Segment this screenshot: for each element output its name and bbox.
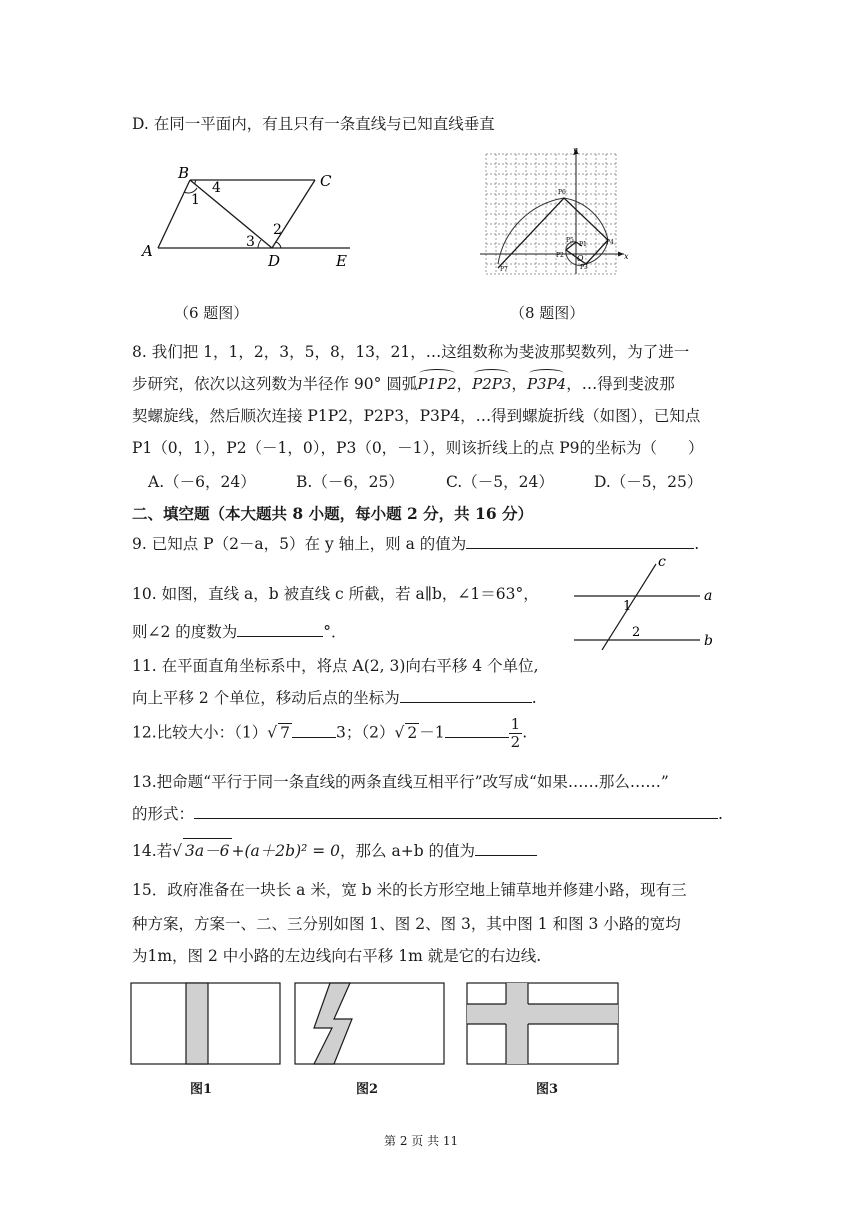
q8-option-b: B.（－6，25） [296, 473, 404, 491]
q13-line-1: 13.把命题“平行于同一条直线的两条直线互相平行”改写成“如果……那么……” [132, 773, 669, 791]
q13-end: . [718, 805, 723, 823]
q10-line-2 [132, 620, 347, 642]
q14-text: 14.若 [132, 842, 173, 860]
q15-figure-1 [130, 982, 282, 1066]
q8-line-2: 步研究，依次以这列数为半径作 90° 圆弧P1P2，P2P3，P3P4，…得到斐波那 [132, 375, 675, 393]
angle-label-3: 3 [246, 234, 255, 250]
angle-label-1: 1 [191, 192, 200, 208]
axis-y-label: y [573, 146, 578, 155]
arc-p2p3: P2P3 [472, 375, 512, 393]
angle-1-label: 1 [623, 599, 632, 614]
q15-figure-1-label: 图1 [190, 1082, 213, 1097]
origin-label: O [577, 254, 584, 263]
q15-line-3: 为1m，图 2 中小路的左边线向右平移 1m 就是它的右边线. [132, 947, 542, 965]
q11-answer-blank[interactable] [400, 686, 532, 703]
q8-line-3: 契螺旋线，然后顺次连接 P1P2，P2P3，P3P4，…得到螺旋折线（如图），已知点 [132, 407, 701, 425]
line-a-label: a [704, 588, 713, 604]
point-P7-label: P7 [500, 266, 508, 273]
figure-6-diagram [140, 160, 370, 270]
angle-label-2: 2 [273, 222, 282, 238]
q12-sqrt7: 7 [280, 723, 291, 742]
q12-blank-1[interactable] [292, 721, 336, 738]
arc-p1p2: P1P2 [417, 375, 457, 393]
q10-line-1: 10. 如图，直线 a，b 被直线 c 所截，若 a∥b，∠1＝63°， [132, 585, 539, 603]
angle-label-4: 4 [212, 180, 221, 196]
q8-line-4: P1（0，1），P2（－1，0），P3（0，－1），则该折线上的点 P9的坐标为（ ） [132, 439, 704, 457]
q8-option-d: D.（－5，25） [594, 473, 703, 491]
q12-denominator: 2 [510, 733, 521, 751]
point-P3-label: P3 [580, 264, 588, 271]
q12-fraction [509, 716, 523, 751]
point-P5-label: P5 [566, 237, 574, 244]
q14-line: 14.若√ 3a－6 +(a＋2b)² = 0，那么 a+b 的值为 [132, 838, 537, 861]
point-P4-label: P4 [606, 239, 614, 246]
q11-end: . [531, 689, 537, 707]
q14-expr-rest: +(a＋2b)² = 0 [231, 842, 341, 860]
q11-line-1: 11. 在平面直角坐标系中，将点 A(2, 3)向右平移 4 个单位, [132, 657, 539, 675]
line-c-label: c [658, 554, 666, 570]
angle-2-label: 2 [632, 625, 641, 640]
q14-text-2: ，那么 a+b 的值为 [340, 842, 476, 860]
q11-text: 向上平移 2 个单位，移动后点的坐标为 [132, 689, 400, 707]
q15-figure-2-label: 图2 [356, 1082, 379, 1097]
label-B: B [178, 164, 190, 182]
q12-minus: －1 [419, 723, 445, 742]
q9-end: . [694, 535, 700, 553]
label-A: A [142, 242, 153, 260]
figure-8-diagram [476, 146, 636, 278]
axis-x-label: x [624, 252, 629, 261]
q10-answer-blank[interactable] [237, 620, 323, 637]
q15-line-1: 15．政府准备在一块长 a 米，宽 b 米的长方形空地上铺草地并修建小路，现有三 [132, 881, 687, 899]
q12-line: 12.比较大小：（1）√ 7 3；（2）√ 2 －1 $\frac{1}{2}$ . [132, 715, 528, 751]
q13-text: 的形式： [132, 805, 195, 823]
q10-end: °． [323, 623, 347, 641]
q12-sqrt2: 2 [407, 723, 418, 742]
point-P6-label: P6 [558, 189, 566, 196]
label-D: D [268, 252, 281, 270]
q15-figure-2 [294, 982, 446, 1066]
q12-text: 12.比较大小：（1） [132, 723, 268, 742]
q8-option-c: C.（－5，24） [446, 473, 554, 491]
q15-figure-3 [466, 982, 620, 1066]
q12-text-2: 3；（2） [336, 723, 395, 742]
point-P2-label: P2 [556, 252, 564, 259]
q13-line-2 [132, 802, 723, 824]
q11-line-2 [132, 686, 537, 708]
page-footer: 第 2 页 共 11 [384, 1134, 459, 1148]
q12-numerator: 1 [510, 715, 521, 733]
q13-answer-blank[interactable] [194, 802, 718, 819]
q8-option-a: A.（－6，24） [148, 473, 256, 491]
q8-line-1: 8. 我们把 1，1，2，3，5，8，13，21，…这组数称为斐波那契数列，为了进一 [132, 343, 690, 361]
q12-blank-2[interactable] [445, 721, 509, 738]
label-C: C [320, 172, 332, 190]
arc-p3p4: P3P4 [526, 375, 567, 393]
label-E: E [336, 252, 347, 270]
q8-line-2-text: 步研究，依次以这列数为半径作 90° 圆弧 [132, 375, 418, 393]
q10-figure [568, 550, 718, 650]
q12-end: . [522, 723, 528, 742]
point-P1-label: P1 [579, 241, 587, 248]
section-2-heading: 二、填空题（本大题共 8 小题，每小题 2 分，共 16 分） [132, 504, 534, 523]
q8-line-2-end: ，…得到斐波那 [566, 375, 675, 393]
q14-answer-blank[interactable] [475, 839, 537, 856]
q9-answer-blank[interactable] [466, 532, 694, 549]
q10-text: 则∠2 的度数为 [132, 623, 238, 641]
q14-sqrt-expr: 3a－6 [183, 838, 231, 861]
figure-8-caption: （8 题图） [510, 304, 585, 322]
option-d-text: D. 在同一平面内，有且只有一条直线与已知直线垂直 [132, 115, 495, 133]
q15-line-2: 种方案，方案一、二、三分别如图 1、图 2、图 3，其中图 1 和图 3 小路的宽均 [132, 915, 681, 933]
figure-6-caption: （6 题图） [174, 304, 249, 322]
q9-text: 9. 已知点 P（2－a，5）在 y 轴上，则 a 的值为 [132, 535, 467, 553]
q15-figure-3-label: 图3 [536, 1082, 559, 1097]
line-b-label: b [704, 633, 713, 649]
